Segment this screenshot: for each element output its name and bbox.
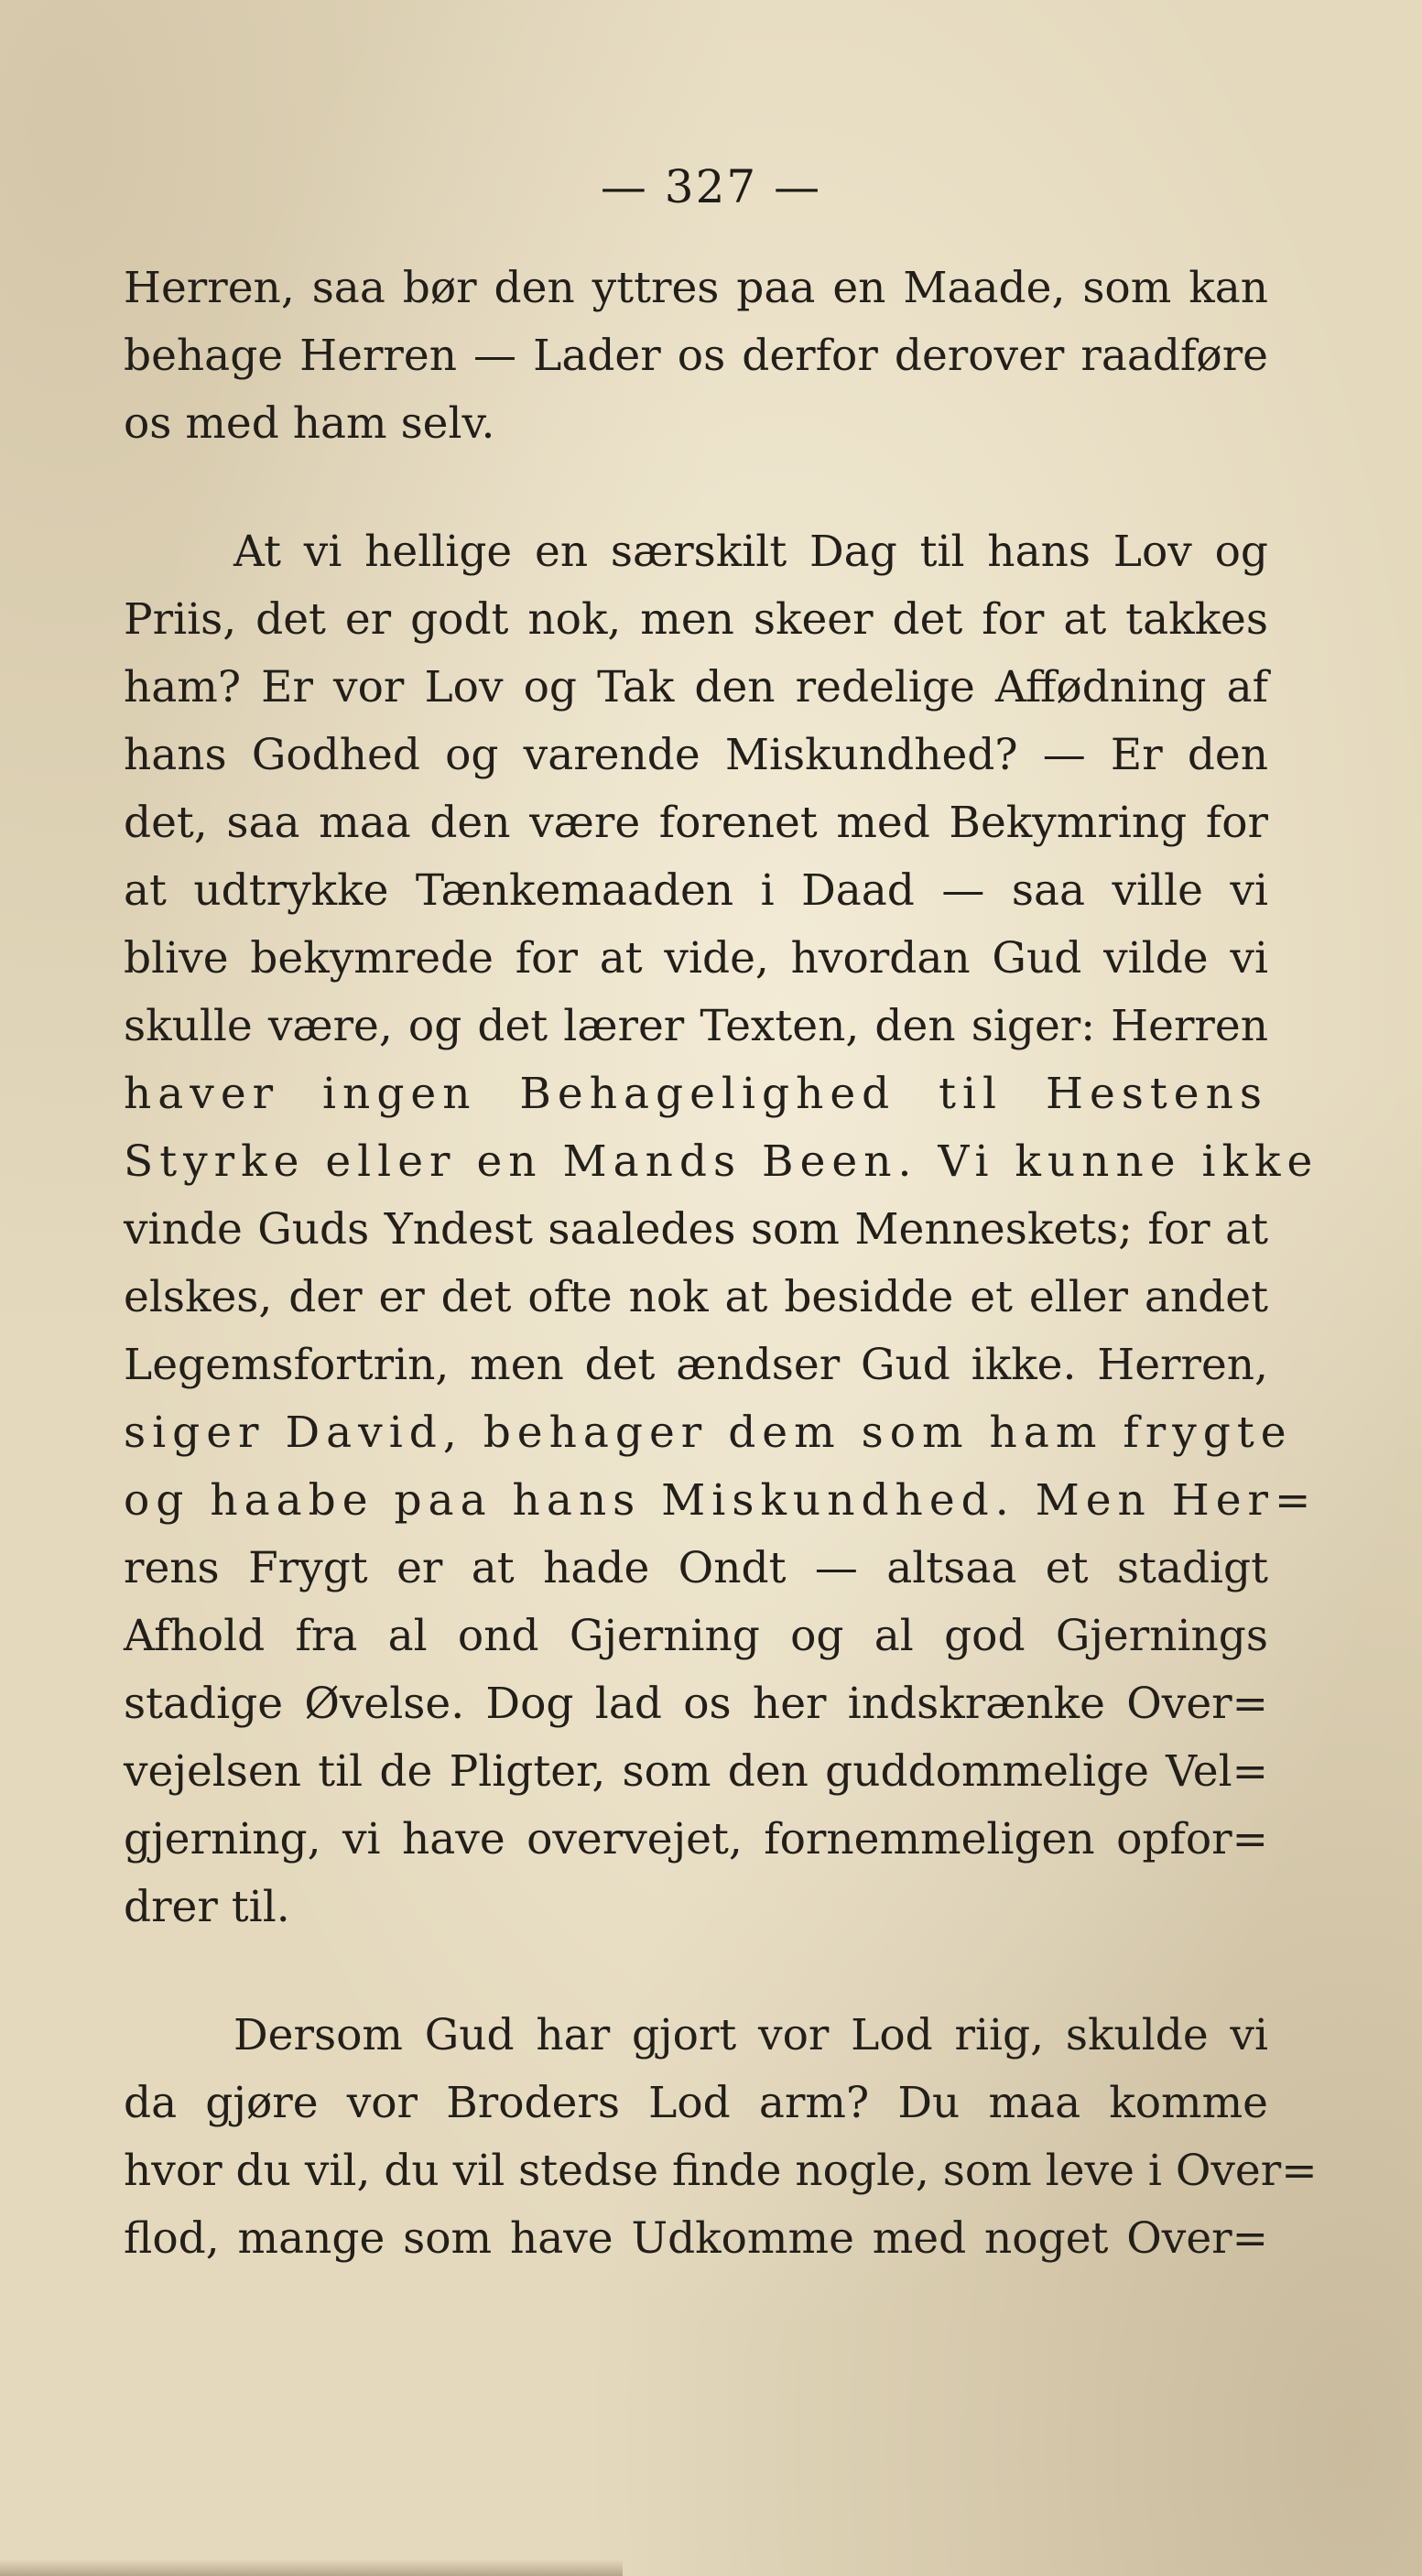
text-line: behage Herren — Lader os derfor derover raadføre (124, 331, 1268, 381)
paragraph (124, 518, 1319, 1941)
page-number: — 327 — (600, 160, 822, 213)
text-line: vinde Guds Yndest saaledes som Menneskets; for at (124, 1204, 1268, 1255)
text-line: da gjøre vor Broders Lod arm? Du maa komme (124, 2078, 1268, 2128)
text-line: ham? Er vor Lov og Tak den redelige Affødning af (124, 662, 1268, 712)
body-text (124, 255, 1319, 2273)
text-line: Styrke eller en Mands Been. Vi kunne ikke (124, 1136, 1319, 1187)
text-line: skulle være, og det lærer Texten, den siger: Herren (124, 1001, 1268, 1051)
text-line: elskes, der er det ofte nok at besidde et eller andet (124, 1272, 1268, 1322)
paragraph (124, 2002, 1318, 2273)
text-line: at udtrykke Tænkemaaden i Daad — saa ville vi (124, 865, 1268, 916)
paragraph-gap (124, 1941, 1268, 2002)
text-line: hvor du vil, du vil stedse finde nogle, som leve i Over= (124, 2146, 1318, 2196)
text-line: haver ingen Behagelighed til Hestens (124, 1069, 1268, 1119)
text-line: Priis, det er godt nok, men skeer det for at takkes (124, 594, 1268, 645)
text-line: vejelsen til de Pligter, som den guddommelige Vel= (124, 1746, 1268, 1797)
text-line: drer til. (124, 1882, 290, 1932)
text-line: Afhold fra al ond Gjerning og al god Gjernings (124, 1611, 1268, 1661)
paragraph (124, 255, 1268, 458)
text-line: Legemsfortrin, men det ændser Gud ikke. Herren, (124, 1340, 1268, 1390)
text-line: At vi hellige en særskilt Dag til hans Lov og (233, 527, 1268, 577)
text-line: siger David, behager dem som ham frygte (124, 1408, 1293, 1458)
text-line: flod, mange som have Udkomme med noget Over= (124, 2213, 1268, 2264)
text-line: stadige Øvelse. Dog lad os her indskrænke Over= (124, 1679, 1268, 1729)
text-line: det, saa maa den være forenet med Bekymring for (124, 798, 1268, 848)
text-line: gjerning, vi have overvejet, fornemmeligen opfor= (124, 1814, 1268, 1864)
text-line: hans Godhed og varende Miskundhed? — Er den (124, 730, 1268, 780)
text-line: Dersom Gud har gjort vor Lod riig, skulde vi (233, 2010, 1268, 2060)
text-line: os med ham selv. (124, 398, 495, 449)
text-line: Herren, saa bør den yttres paa en Maade, som kan (124, 263, 1268, 313)
paragraph-gap (124, 458, 1268, 518)
text-line: blive bekymrede for at vide, hvordan Gud vilde vi (124, 933, 1268, 984)
page-edge-shadow (0, 2560, 623, 2576)
text-line: rens Frygt er at hade Ondt — altsaa et stadigt (124, 1543, 1268, 1593)
text-line: og haabe paa hans Miskundhed. Men Her= (124, 1475, 1318, 1526)
